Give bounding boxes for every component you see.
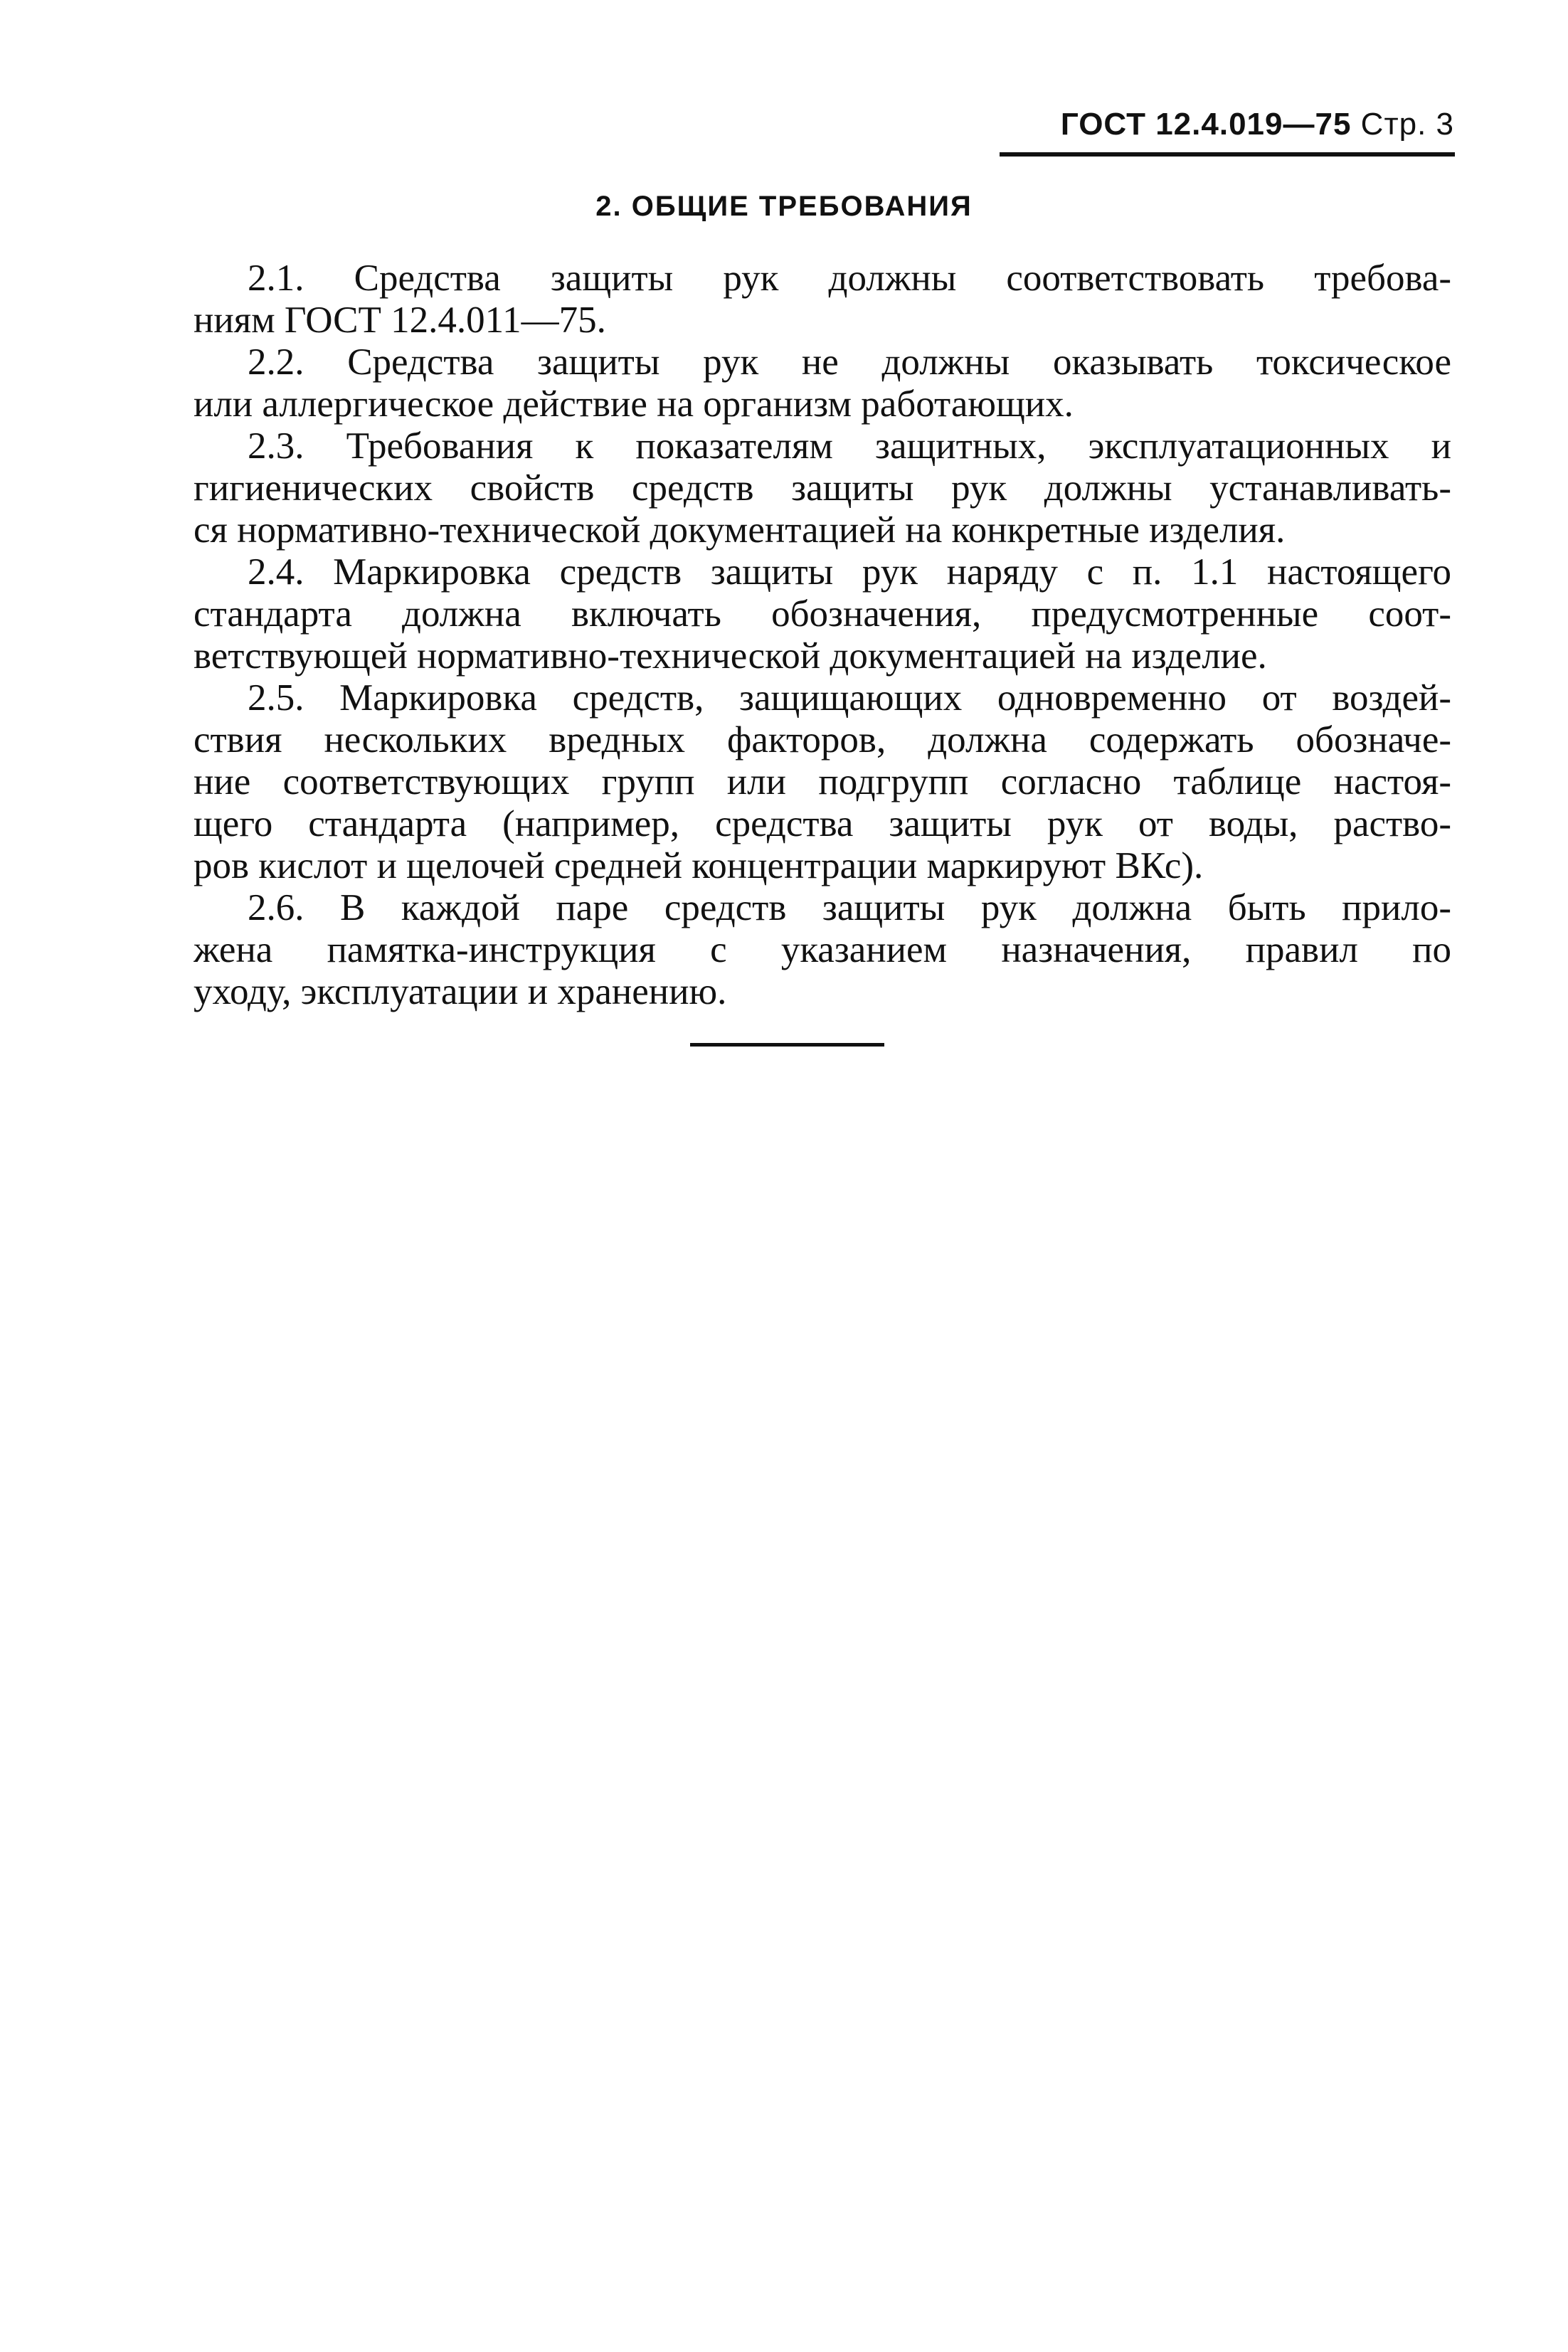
end-rule	[690, 1043, 884, 1047]
text-line: стандарта должна включать обозначения, предусмотренные соот-	[194, 593, 1451, 635]
text-line: щего стандарта (например, средства защиты рук от воды, раство-	[194, 803, 1451, 844]
text-line: 2.2. Средства защиты рук не должны оказывать токсическое	[248, 341, 1451, 383]
text-line: гигиенических свойств средств защиты рук должны устанавливать-	[194, 467, 1451, 509]
section-title: 2. ОБЩИЕ ТРЕБОВАНИЯ	[595, 191, 973, 222]
body-text	[194, 258, 1451, 1013]
text-line: 2.6. В каждой паре средств защиты рук должна быть прило-	[248, 887, 1451, 928]
text-line: или аллергическое действие на организм работающих.	[194, 383, 1074, 425]
text-line: ся нормативно-технической документацией на конкретные изделия.	[194, 509, 1286, 551]
text-line: ниям ГОСТ 12.4.011—75.	[194, 300, 606, 341]
text-line: 2.3. Требования к показателям защитных, эксплуатационных и	[248, 425, 1451, 467]
page-number: Стр. 3	[1360, 107, 1454, 142]
text-line: 2.1. Средства защиты рук должны соответствовать требова-	[248, 258, 1451, 299]
text-line: ние соответствующих групп или подгрупп согласно таблице настоя-	[194, 761, 1451, 802]
text-line: ветствующей нормативно-технической документацией на изделие.	[194, 635, 1267, 677]
text-line: ствия нескольких вредных факторов, должна содержать обозначе-	[194, 719, 1451, 761]
text-line: 2.5. Маркировка средств, защищающих одновременно от воздей-	[248, 677, 1451, 719]
text-line: уходу, эксплуатации и хранению.	[194, 971, 727, 1012]
text-line: 2.4. Маркировка средств защиты рук наряду с п. 1.1 настоящего	[248, 551, 1451, 593]
header-rule	[1000, 152, 1455, 157]
document-code: ГОСТ 12.4.019—75	[1060, 107, 1352, 142]
text-line: жена памятка-инструкция с указанием назначения, правил по	[194, 929, 1451, 970]
page-header	[1061, 107, 1454, 142]
text-line: ров кислот и щелочей средней концентрации маркируют ВКс).	[194, 845, 1204, 886]
